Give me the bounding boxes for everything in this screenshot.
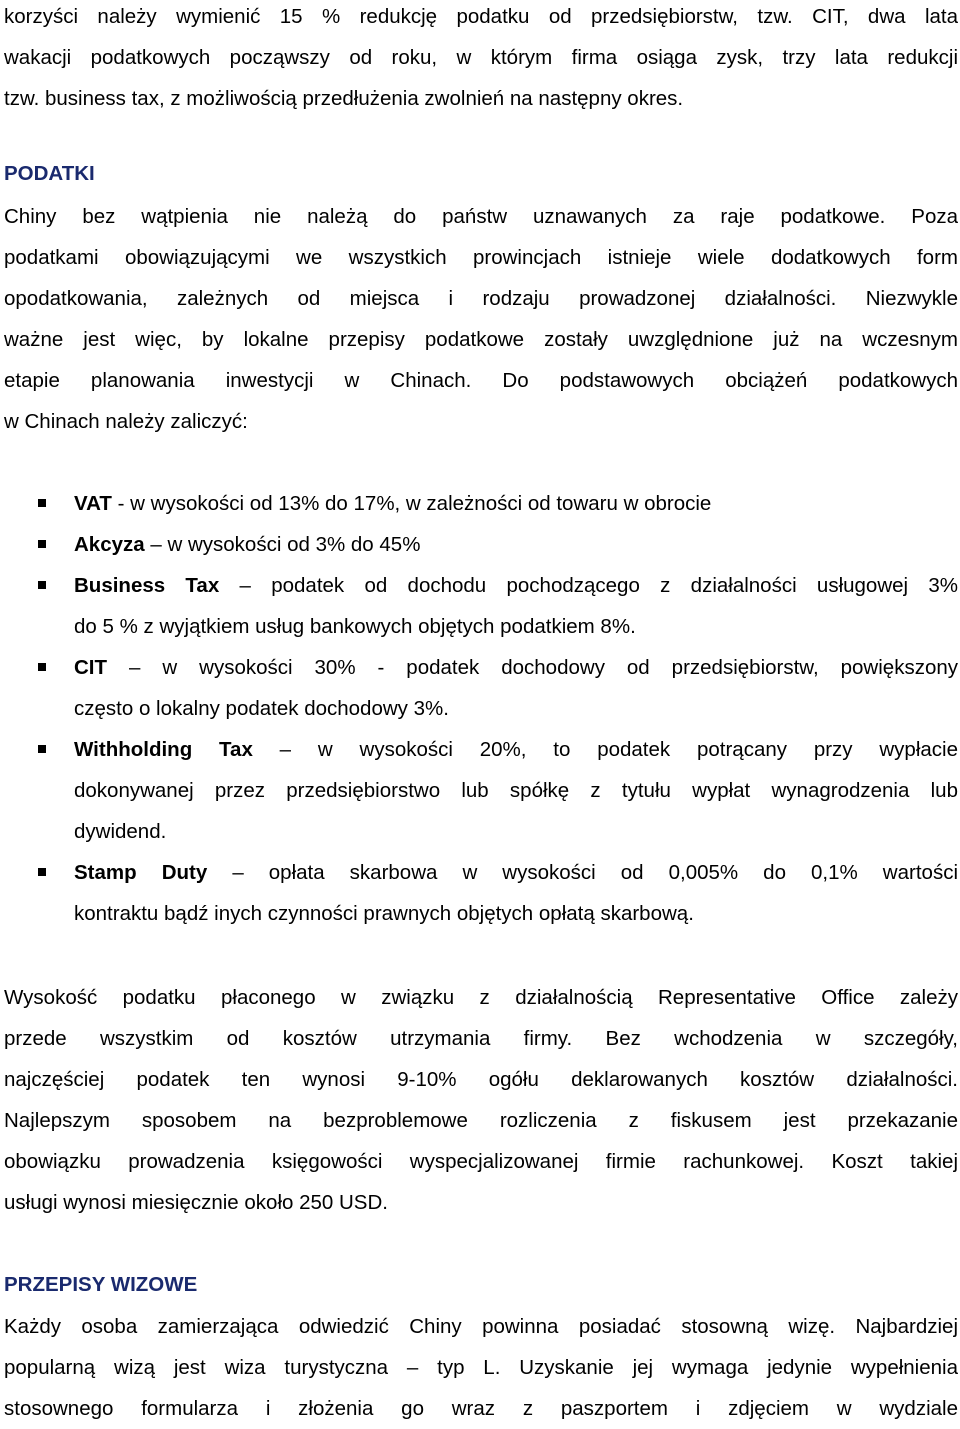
tax-item-business-tax	[4, 565, 958, 647]
square-bullet-icon	[38, 663, 46, 671]
tax-item-line: kontraktu bądź inych czynności prawnych objętych opłatą skarbową.	[74, 902, 694, 925]
tax-term: VAT	[74, 492, 112, 515]
tax-term: Business Tax	[74, 574, 220, 597]
podatki-paragraph	[4, 196, 958, 442]
tax-item-stamp-duty	[4, 852, 958, 934]
wizy-line: popularną wizą jest wiza turystyczna – typ L. Uzyskanie jej wymaga jedynie wypełnienia	[4, 1356, 958, 1379]
square-bullet-icon	[38, 745, 46, 753]
tax-item-withholding-tax	[4, 729, 958, 852]
tax-item-line	[74, 647, 958, 688]
square-bullet-icon	[38, 499, 46, 507]
tax-item-line: często o lokalny podatek dochodowy 3%.	[74, 697, 449, 720]
tax-desc: – w wysokości od 3% do 45%	[144, 533, 421, 556]
tax-term: Stamp Duty	[74, 861, 208, 884]
representative-line: Najlepszym sposobem na bezproblemowe rozliczenia z fiskusem jest przekazanie	[4, 1109, 958, 1132]
podatki-line: ważne jest więc, by lokalne przepisy podatkowe zostały uwzględnione już na wczesnym	[4, 328, 958, 351]
podatki-line: w Chinach należy zaliczyć:	[4, 410, 248, 433]
tax-term: Withholding Tax	[74, 738, 253, 761]
tax-item-line: dywidend.	[74, 820, 167, 843]
wizy-paragraph	[4, 1306, 958, 1429]
intro-paragraph	[4, 0, 958, 119]
tax-desc: – opłata skarbowa w wysokości od 0,005% do 0,1% wartości	[207, 861, 958, 884]
tax-item-line: dokonywanej przez przedsiębiorstwo lub spółkę z tytułu wypłat wynagrodzenia lub	[74, 779, 958, 802]
representative-line: najczęściej podatek ten wynosi 9-10% ogółu deklarowanych kosztów działalności.	[4, 1068, 958, 1091]
tax-term: CIT	[74, 656, 108, 679]
tax-item-line	[74, 852, 958, 893]
tax-list	[4, 483, 958, 934]
tax-desc: – w wysokości 20%, to podatek potrącany przy wypłacie	[252, 738, 958, 761]
tax-item-vat	[4, 483, 958, 524]
podatki-line: opodatkowania, zależnych od miejsca i rodzaju prowadzonej działalności. Niezwykle	[4, 287, 958, 310]
intro-line: wakacji podatkowych począwszy od roku, w którym firma osiąga zysk, trzy lata redukcji	[4, 46, 958, 69]
intro-line: korzyści należy wymienić 15 % redukcję podatku od przedsiębiorstw, tzw. CIT, dwa lata	[4, 5, 958, 28]
representative-line: przede wszystkim od kosztów utrzymania firmy. Bez wchodzenia w szczegóły,	[4, 1027, 958, 1050]
representative-line: usługi wynosi miesięcznie około 250 USD.	[4, 1191, 388, 1214]
tax-item-akcyza	[4, 524, 958, 565]
square-bullet-icon	[38, 581, 46, 589]
wizy-line: Każdy osoba zamierzająca odwiedzić Chiny powinna posiadać stosowną wizę. Najbardziej	[4, 1315, 958, 1338]
tax-item-line	[74, 565, 958, 606]
section-heading-przepisy-wizowe: PRZEPISY WIZOWE	[4, 1273, 198, 1296]
tax-item-line	[74, 483, 958, 524]
tax-desc: – w wysokości 30% - podatek dochodowy od przedsiębiorstw, powiększony	[107, 656, 958, 679]
tax-item-line: do 5 % z wyjątkiem usług bankowych objętych podatkiem 8%.	[74, 615, 636, 638]
square-bullet-icon	[38, 540, 46, 548]
tax-item-line	[74, 729, 958, 770]
tax-item-cit	[4, 647, 958, 729]
intro-line: tzw. business tax, z możliwością przedłużenia zwolnień na następny okres.	[4, 87, 684, 110]
tax-desc: – podatek od dochodu pochodzącego z działalności usługowej 3%	[219, 574, 958, 597]
tax-desc: - w wysokości od 13% do 17%, w zależności od towaru w obrocie	[111, 492, 712, 515]
podatki-line: podatkami obowiązującymi we wszystkich prowincjach istnieje wiele dodatkowych form	[4, 246, 958, 269]
representative-paragraph	[4, 977, 958, 1223]
wizy-line: stosownego formularza i złożenia go wraz z paszportem i zdjęciem w wydziale	[4, 1397, 958, 1420]
tax-item-line	[74, 524, 958, 565]
section-heading-podatki: PODATKI	[4, 162, 95, 185]
podatki-line: etapie planowania inwestycji w Chinach. Do podstawowych obciążeń podatkowych	[4, 369, 958, 392]
representative-line: obowiązku prowadzenia księgowości wyspecjalizowanej firmie rachunkowej. Koszt takiej	[4, 1150, 958, 1173]
square-bullet-icon	[38, 868, 46, 876]
podatki-line: Chiny bez wątpienia nie należą do państw uznawanych za raje podatkowe. Poza	[4, 205, 958, 228]
representative-line: Wysokość podatku płaconego w związku z działalnością Representative Office zależy	[4, 986, 958, 1009]
tax-term: Akcyza	[74, 533, 145, 556]
